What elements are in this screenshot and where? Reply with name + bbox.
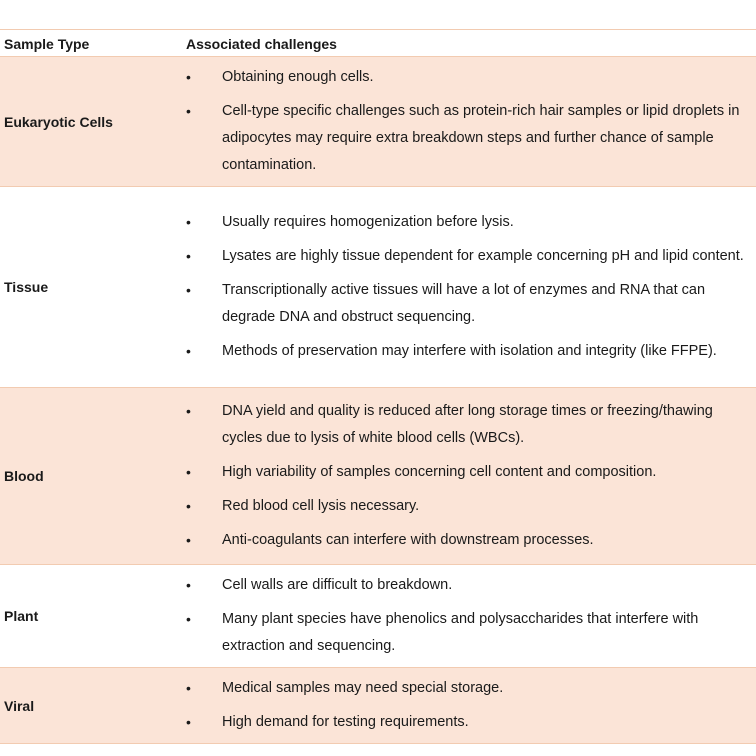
table-row (0, 565, 756, 668)
bullet: • (186, 403, 191, 419)
table-row (0, 668, 756, 744)
list-item: • Obtaining enough cells. (186, 64, 752, 91)
bullet: • (186, 680, 191, 696)
bullet: • (186, 343, 191, 359)
list-item: • Usually requires homogenization before lysis. (186, 209, 752, 236)
sample-type-cell: Tissue (0, 187, 182, 388)
list-item: • Anti-coagulants can interfere with downstream processes. (186, 527, 752, 554)
bullet: • (186, 464, 191, 480)
list-item: • Many plant species have phenolics and polysaccharides that interfere with extraction and sequencing. (186, 606, 752, 660)
challenge-list (186, 64, 752, 179)
sample-type-cell: Eukaryotic Cells (0, 57, 182, 187)
challenge-list (186, 675, 752, 736)
list-item: • High demand for testing requirements. (186, 709, 752, 736)
header-sample-type: Sample Type (0, 30, 182, 57)
challenge-list (186, 572, 752, 660)
list-item: • Methods of preservation may interfere with isolation and integrity (like FFPE). (186, 338, 752, 365)
list-item: • Cell walls are difficult to breakdown. (186, 572, 752, 599)
list-item: • Medical samples may need special storage. (186, 675, 752, 702)
bullet: • (186, 577, 191, 593)
header-row (0, 30, 756, 57)
bullet: • (186, 714, 191, 730)
list-item: • Red blood cell lysis necessary. (186, 493, 752, 520)
list-item: • Cell-type specific challenges such as protein-rich hair samples or lipid droplets in adipocytes may require extra breakdown steps and further chance of sample contamination. (186, 98, 752, 179)
challenges-table (0, 29, 756, 744)
list-item: • Lysates are highly tissue dependent for example concerning pH and lipid content. (186, 243, 752, 270)
bullet: • (186, 103, 191, 119)
table-row (0, 187, 756, 388)
header-associated-challenges: Associated challenges (182, 30, 756, 57)
challenge-list (186, 209, 752, 365)
list-item: • High variability of samples concerning cell content and composition. (186, 459, 752, 486)
sample-type-cell: Viral (0, 668, 182, 744)
list-item: • DNA yield and quality is reduced after long storage times or freezing/thawing cycles due to lysis of white blood cells (WBCs). (186, 398, 752, 452)
bullet: • (186, 69, 191, 85)
bullet: • (186, 498, 191, 514)
list-item: • Transcriptionally active tissues will have a lot of enzymes and RNA that can degrade DNA and obstruct sequencing. (186, 277, 752, 331)
bullet: • (186, 532, 191, 548)
bullet: • (186, 214, 191, 230)
table-row (0, 57, 756, 187)
challenge-list (186, 398, 752, 554)
table-row (0, 388, 756, 565)
bullet: • (186, 611, 191, 627)
bullet: • (186, 282, 191, 298)
sample-type-cell: Plant (0, 565, 182, 668)
bullet: • (186, 248, 191, 264)
sample-type-cell: Blood (0, 388, 182, 565)
